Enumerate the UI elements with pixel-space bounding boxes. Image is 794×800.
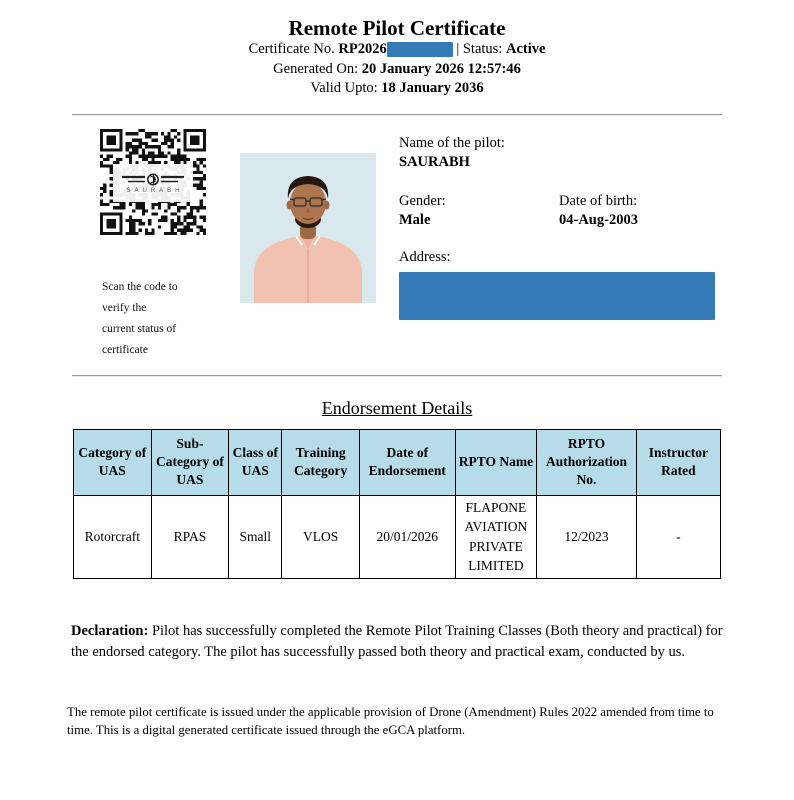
pilot-photo-image (240, 153, 376, 303)
divider-middle (72, 375, 722, 377)
dob-label: Date of birth: (559, 192, 638, 209)
valid-upto-label: Valid Upto: (310, 80, 382, 97)
declaration-text: Pilot has successfully completed the Remote Pilot Training Classes (Both theory and practical) for the endorsed category. The pilot has successfully passed both theory and practical exam, conducted by us. (71, 622, 727, 660)
table-header-cell: Category of UAS (74, 429, 152, 495)
qr-caption-line2: current status of certificate (102, 322, 177, 356)
certificate-header (0, 0, 794, 99)
table-cell: Small (229, 495, 282, 578)
certificate-number-redaction (387, 42, 453, 57)
valid-upto-line (0, 79, 794, 99)
dob-value: 04-Aug-2003 (559, 211, 638, 228)
certificate-number-value: RP2026 (338, 41, 387, 58)
table-header-row (74, 429, 721, 495)
valid-upto-value: 18 January 2036 (381, 80, 484, 97)
table-header-cell: Sub-Category of UAS (151, 429, 229, 495)
generated-on-label: Generated On: (273, 60, 362, 77)
address-redaction (399, 272, 715, 320)
gender-dob-row (399, 192, 722, 230)
footnote-paragraph: The remote pilot certificate is issued under the applicable provision of Drone (Amendment) Rules 2022 amended from time to time. This is a digital generated certificate issued through the eGCA platform. (67, 704, 714, 738)
qr-logo (113, 164, 194, 202)
page-title: Remote Pilot Certificate (288, 16, 506, 40)
declaration-paragraph (71, 621, 727, 663)
pilot-info-section (72, 116, 722, 361)
certificate-number-label: Certificate No. (248, 41, 339, 58)
status-separator: | Status: (452, 41, 506, 58)
table-header-cell: Class of UAS (229, 429, 282, 495)
table-cell: 12/2023 (537, 495, 637, 578)
endorsement-table (73, 429, 721, 579)
table-cell: VLOS (282, 495, 360, 578)
aviation-wings-icon (120, 172, 186, 187)
table-header-cell: RPTO Name (455, 429, 537, 495)
qr-caption-line1: Scan the code to verify the (102, 280, 178, 314)
table-cell: - (636, 495, 720, 578)
status-value: Active (505, 41, 546, 58)
table-header-cell: Training Category (282, 429, 360, 495)
generated-on-line (0, 60, 794, 80)
table-row (74, 495, 721, 578)
qr-block (100, 116, 206, 361)
table-cell: RPAS (151, 495, 229, 578)
pilot-name-value: SAURABH (399, 153, 470, 170)
table-header-cell: Instructor Rated (636, 429, 720, 495)
endorsement-table-head (74, 429, 721, 495)
endorsement-section-title: Endorsement Details (321, 397, 473, 418)
table-header-cell: Date of Endorsement (359, 429, 455, 495)
qr-caption (102, 277, 206, 361)
gender-label: Gender: (399, 192, 446, 209)
address-label: Address: (399, 248, 451, 265)
table-cell: FLAPONE AVIATION PRIVATE LIMITED (455, 495, 537, 578)
table-cell: 20/01/2026 (359, 495, 455, 578)
declaration-label: Declaration: (71, 622, 149, 639)
table-cell: Rotorcraft (74, 495, 152, 578)
qr-code (100, 129, 206, 235)
qr-logo-text: SAURABH (126, 187, 184, 194)
generated-on-value: 20 January 2026 12:57:46 (361, 60, 521, 77)
gender-column (399, 192, 559, 230)
endorsement-table-body (74, 495, 721, 578)
certificate-number-line (0, 40, 794, 60)
pilot-details (399, 134, 722, 320)
pilot-name-label: Name of the pilot: (399, 134, 505, 151)
table-header-cell: RPTO Authorization No. (537, 429, 637, 495)
pilot-photo (236, 149, 380, 307)
dob-column (559, 192, 638, 230)
photo-block (236, 149, 380, 307)
gender-value: Male (399, 211, 431, 228)
